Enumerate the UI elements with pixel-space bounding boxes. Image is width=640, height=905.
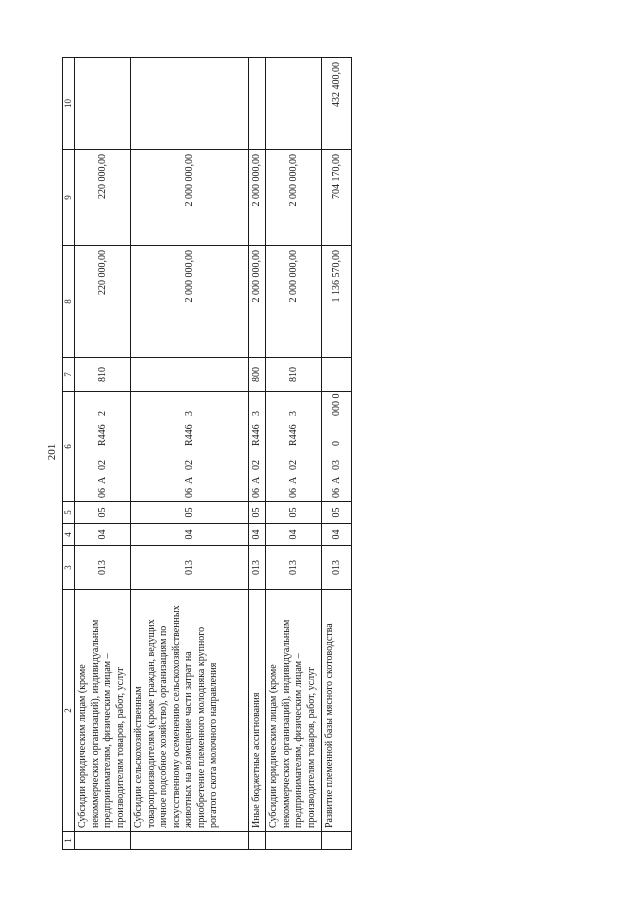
cell-expense-type: 810 [266, 358, 322, 392]
cell-subsection: 05 [75, 502, 131, 524]
cell-amount-10: 432 400,00 [322, 58, 352, 150]
table-row [266, 58, 322, 850]
header-cell-9: 9 [63, 150, 75, 246]
header-cell-1: 1 [63, 832, 75, 850]
cell-amount-total: 2 000 000,00 [266, 246, 322, 358]
page-number: 201 [46, 443, 58, 461]
cell-target-article: 06А02R4462 [75, 392, 131, 502]
row-name: Субсидии сельскохозяйственным товаропроизводителям (кроме граждан, ведущих личное подсобное хозяйство), организациям по искусственному осеменению сельскохозяйственных животных на возмещение части затрат на приобретение племенного молодняка крупного рогатого скота молочного направления [131, 590, 249, 832]
header-cell-7: 7 [63, 358, 75, 392]
cell-amount-10 [75, 58, 131, 150]
cell-grbs: 013 [75, 546, 131, 590]
row-name: Иные бюджетные ассигнования [249, 590, 266, 832]
table-row [131, 58, 249, 850]
cell-grbs: 013 [266, 546, 322, 590]
cell-amount-10 [249, 58, 266, 150]
cell-section: 04 [266, 524, 322, 546]
cell-section: 04 [75, 524, 131, 546]
row-marker [75, 832, 131, 850]
cell-amount-10 [266, 58, 322, 150]
cell-amount-10 [131, 58, 249, 150]
row-marker [249, 832, 266, 850]
cell-target-article: 06А030000 0 [322, 392, 352, 502]
header-cell-6: 6 [63, 392, 75, 502]
cell-subsection: 05 [322, 502, 352, 524]
cell-target-article: 06А02R4463 [131, 392, 249, 502]
header-cell-8: 8 [63, 246, 75, 358]
row-name: Развитие племенной базы мясного скотоводства [322, 590, 352, 832]
cell-subsection: 05 [266, 502, 322, 524]
cell-expense-type: 800 [249, 358, 266, 392]
header-cell-2: 2 [63, 590, 75, 832]
cell-grbs: 013 [322, 546, 352, 590]
cell-section: 04 [131, 524, 249, 546]
header-cell-4: 4 [63, 524, 75, 546]
row-marker [266, 832, 322, 850]
cell-subsection: 05 [249, 502, 266, 524]
cell-expense-type [322, 358, 352, 392]
header-cell-10: 10 [63, 58, 75, 150]
cell-section: 04 [322, 524, 352, 546]
cell-expense-type: 810 [75, 358, 131, 392]
cell-amount-9: 2 000 000,00 [131, 150, 249, 246]
cell-amount-9: 704 170,00 [322, 150, 352, 246]
table-row [322, 58, 352, 850]
cell-target-article: 06А02R4463 [266, 392, 322, 502]
header-cell-3: 3 [63, 546, 75, 590]
cell-amount-total: 2 000 000,00 [131, 246, 249, 358]
budget-table [62, 57, 352, 850]
cell-amount-total: 2 000 000,00 [249, 246, 266, 358]
cell-grbs: 013 [131, 546, 249, 590]
cell-amount-9: 220 000,00 [75, 150, 131, 246]
cell-amount-total: 220 000,00 [75, 246, 131, 358]
header-row [63, 58, 75, 850]
row-name: Субсидии юридическим лицам (кроме некоммерческих организаций), индивидуальным предпринимателям, физическим лицам – производителям товаров, работ, услуг [266, 590, 322, 832]
cell-expense-type [131, 358, 249, 392]
cell-grbs: 013 [249, 546, 266, 590]
cell-subsection: 05 [131, 502, 249, 524]
cell-amount-9: 2 000 000,00 [266, 150, 322, 246]
header-cell-5: 5 [63, 502, 75, 524]
budget-table-rotated [62, 58, 440, 850]
row-marker [131, 832, 249, 850]
cell-amount-9: 2 000 000,00 [249, 150, 266, 246]
table-row [75, 58, 131, 850]
row-marker [322, 832, 352, 850]
row-name: Субсидии юридическим лицам (кроме некоммерческих организаций), индивидуальным предпринимателям, физическим лицам – производителям товаров, работ, услуг [75, 590, 131, 832]
cell-amount-total: 1 136 570,00 [322, 246, 352, 358]
cell-section: 04 [249, 524, 266, 546]
cell-target-article: 06А02R4463 [249, 392, 266, 502]
table-row [249, 58, 266, 850]
